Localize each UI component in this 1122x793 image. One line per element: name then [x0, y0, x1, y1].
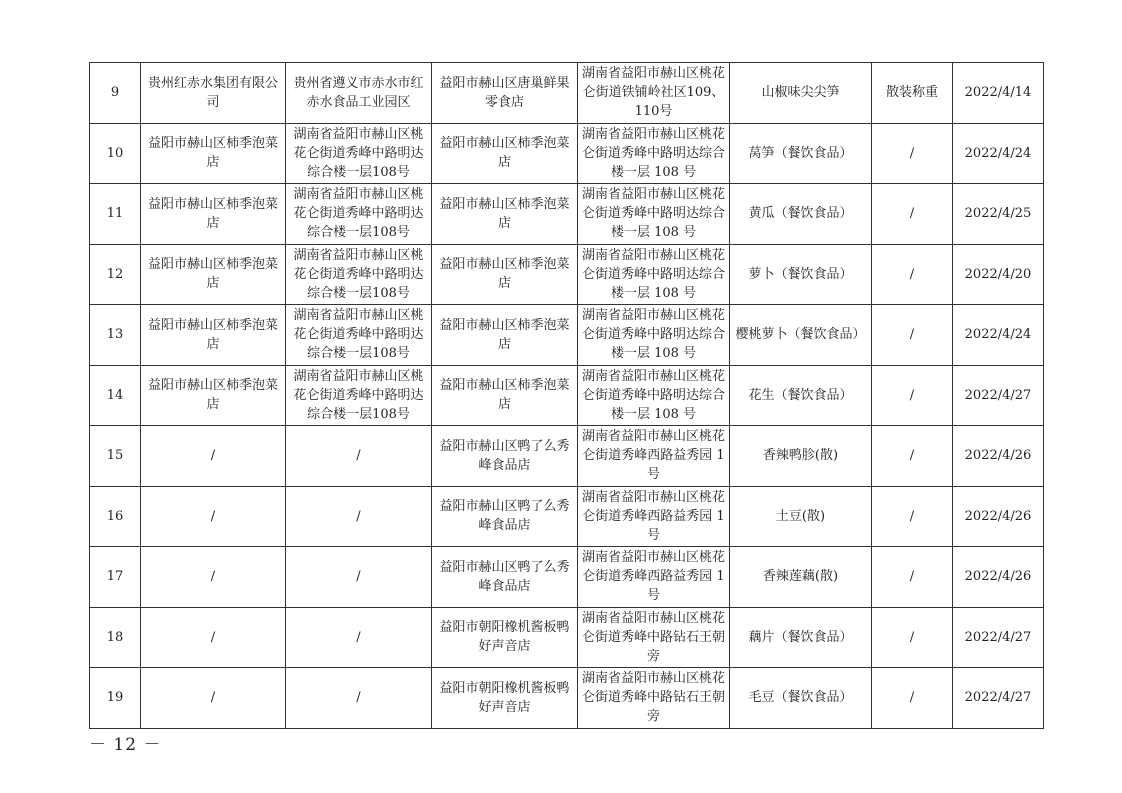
producer-name-cell: [141, 668, 286, 729]
producer-name-cell-text: 益阳市赫山区柿季泡菜店: [147, 378, 278, 413]
seller-address-cell: [578, 184, 730, 245]
table-row: [90, 63, 1044, 124]
seller-address-cell: [578, 63, 730, 124]
production-date-cell-text: 2022/4/25: [964, 206, 1032, 222]
specification-cell-text: /: [909, 145, 915, 161]
row-number-cell-text: 11: [106, 206, 124, 222]
seller-address-cell-text: 湖南省益阳市赫山区桃花仑街道秀峰西路益秀园 1 号: [582, 550, 726, 604]
row-number-cell: [90, 486, 141, 547]
producer-name-cell-text: /: [210, 569, 216, 585]
production-date-cell-text: 2022/4/20: [964, 266, 1032, 282]
food-name-cell-text: 樱桃萝卜（餐饮食品）: [735, 327, 866, 343]
specification-cell-text: /: [909, 206, 915, 222]
seller-name-cell-text: 益阳市朝阳橡机酱板鸭好声音店: [439, 680, 570, 715]
production-date-cell: [953, 63, 1044, 124]
producer-address-cell-text: 湖南省益阳市赫山区桃花仑街道秀峰中路明达综合楼一层108号: [293, 126, 424, 180]
seller-name-cell: [432, 607, 578, 668]
production-date-cell-text: 2022/4/24: [964, 145, 1032, 161]
production-date-cell-text: 2022/4/27: [964, 629, 1032, 645]
food-name-cell-text: 山椒味尖尖笋: [761, 85, 840, 101]
seller-name-cell: [432, 365, 578, 426]
producer-address-cell: [286, 607, 432, 668]
production-date-cell: [953, 123, 1044, 184]
specification-cell-text: /: [909, 327, 915, 343]
seller-address-cell: [578, 244, 730, 305]
food-name-cell: [730, 123, 872, 184]
table-row: [90, 184, 1044, 245]
seller-address-cell: [578, 305, 730, 366]
producer-address-cell-text: 贵州省遵义市赤水市红赤水食品工业园区: [293, 75, 424, 110]
producer-address-cell-text: /: [356, 448, 361, 464]
food-name-cell: [730, 668, 872, 729]
production-date-cell: [953, 244, 1044, 305]
seller-address-cell: [578, 365, 730, 426]
specification-cell-text: /: [909, 508, 915, 524]
seller-name-cell-text: 益阳市赫山区鸭了么秀峰食品店: [439, 499, 570, 534]
seller-address-cell-text: 湖南省益阳市赫山区桃花仑街道秀峰西路益秀园 1 号: [582, 429, 726, 483]
seller-address-cell-text: 湖南省益阳市赫山区桃花仑街道秀峰中路明达综合楼一层 108 号: [582, 368, 726, 422]
production-date-cell-text: 2022/4/26: [964, 569, 1032, 585]
seller-address-cell-text: 湖南省益阳市赫山区桃花仑街道秀峰中路钻石王朝旁: [582, 671, 726, 725]
producer-address-cell: [286, 63, 432, 124]
production-date-cell: [953, 607, 1044, 668]
row-number-cell: [90, 426, 141, 487]
table-row: [90, 123, 1044, 184]
table-row: [90, 607, 1044, 668]
specification-cell: [872, 365, 953, 426]
producer-name-cell: [141, 607, 286, 668]
food-name-cell-text: 毛豆（餐饮食品）: [748, 690, 853, 706]
specification-cell: [872, 426, 953, 487]
producer-name-cell-text: /: [210, 508, 216, 524]
producer-address-cell: [286, 123, 432, 184]
production-date-cell-text: 2022/4/26: [964, 448, 1032, 464]
row-number-cell-text: 17: [106, 569, 124, 585]
specification-cell: [872, 547, 953, 608]
specification-cell-text: /: [909, 690, 915, 706]
specification-cell: [872, 63, 953, 124]
specification-cell: [872, 244, 953, 305]
production-date-cell-text: 2022/4/27: [964, 690, 1032, 706]
production-date-cell: [953, 305, 1044, 366]
food-name-cell-text: 花生（餐饮食品）: [748, 387, 853, 403]
producer-address-cell: [286, 486, 432, 547]
producer-name-cell-text: 贵州红赤水集团有限公司: [147, 75, 278, 110]
table-row: [90, 305, 1044, 366]
seller-name-cell: [432, 426, 578, 487]
specification-cell-text: /: [909, 569, 915, 585]
table-body: [90, 63, 1044, 729]
row-number-cell-text: 18: [106, 629, 124, 645]
producer-name-cell-text: 益阳市赫山区柿季泡菜店: [147, 257, 278, 292]
producer-address-cell: [286, 305, 432, 366]
producer-address-cell-text: /: [356, 569, 361, 585]
producer-name-cell: [141, 184, 286, 245]
producer-address-cell: [286, 426, 432, 487]
producer-name-cell-text: 益阳市赫山区柿季泡菜店: [147, 196, 278, 231]
production-date-cell-text: 2022/4/24: [964, 327, 1032, 343]
food-name-cell-text: 黄瓜（餐饮食品）: [748, 206, 853, 222]
seller-name-cell-text: 益阳市赫山区柿季泡菜店: [439, 196, 570, 231]
specification-cell-text: 散装称重: [885, 85, 938, 101]
producer-address-cell: [286, 668, 432, 729]
specification-cell: [872, 486, 953, 547]
seller-name-cell-text: 益阳市赫山区鸭了么秀峰食品店: [439, 559, 570, 594]
seller-address-cell-text: 湖南省益阳市赫山区桃花仑街道铁铺岭社区109、110号: [582, 66, 726, 120]
row-number-cell-text: 14: [106, 387, 124, 403]
food-name-cell-text: 香辣莲藕(散): [762, 569, 839, 585]
row-number-cell: [90, 607, 141, 668]
table-row: [90, 486, 1044, 547]
food-name-cell: [730, 426, 872, 487]
row-number-cell-text: 15: [106, 448, 124, 464]
row-number-cell-text: 19: [106, 690, 124, 706]
row-number-cell-text: 16: [106, 508, 124, 524]
food-name-cell-text: 藕片（餐饮食品）: [748, 629, 853, 645]
production-date-cell: [953, 668, 1044, 729]
seller-name-cell-text: 益阳市赫山区柿季泡菜店: [439, 378, 570, 413]
seller-name-cell: [432, 547, 578, 608]
row-number-cell: [90, 668, 141, 729]
food-name-cell-text: 香辣鸭胗(散): [762, 448, 839, 464]
seller-name-cell-text: 益阳市赫山区柿季泡菜店: [439, 317, 570, 352]
specification-cell-text: /: [909, 387, 915, 403]
seller-name-cell: [432, 486, 578, 547]
seller-address-cell: [578, 426, 730, 487]
producer-name-cell: [141, 365, 286, 426]
seller-name-cell-text: 益阳市朝阳橡机酱板鸭好声音店: [439, 620, 570, 655]
seller-address-cell-text: 湖南省益阳市赫山区桃花仑街道秀峰中路明达综合楼一层 108 号: [582, 247, 726, 301]
seller-name-cell-text: 益阳市赫山区柿季泡菜店: [439, 136, 570, 171]
seller-name-cell-text: 益阳市赫山区柿季泡菜店: [439, 257, 570, 292]
row-number-cell: [90, 244, 141, 305]
production-date-cell: [953, 365, 1044, 426]
production-date-cell: [953, 426, 1044, 487]
production-date-cell-text: 2022/4/26: [964, 508, 1032, 524]
seller-name-cell: [432, 184, 578, 245]
producer-name-cell: [141, 63, 286, 124]
page-number: － 12 －: [89, 735, 162, 755]
producer-address-cell-text: 湖南省益阳市赫山区桃花仑街道秀峰中路明达综合楼一层108号: [293, 308, 424, 362]
seller-name-cell: [432, 63, 578, 124]
table-row: [90, 365, 1044, 426]
seller-address-cell: [578, 486, 730, 547]
producer-address-cell: [286, 184, 432, 245]
producer-address-cell-text: 湖南省益阳市赫山区桃花仑街道秀峰中路明达综合楼一层108号: [293, 187, 424, 241]
production-date-cell: [953, 486, 1044, 547]
specification-cell: [872, 184, 953, 245]
producer-name-cell: [141, 244, 286, 305]
specification-cell: [872, 607, 953, 668]
producer-name-cell-text: /: [210, 629, 216, 645]
row-number-cell-text: 10: [106, 145, 124, 161]
specification-cell-text: /: [909, 629, 915, 645]
row-number-cell-text: 9: [110, 85, 120, 101]
table-row: [90, 547, 1044, 608]
row-number-cell: [90, 365, 141, 426]
producer-address-cell: [286, 365, 432, 426]
food-name-cell: [730, 607, 872, 668]
producer-name-cell: [141, 305, 286, 366]
row-number-cell-text: 12: [106, 266, 124, 282]
producer-name-cell: [141, 123, 286, 184]
food-name-cell: [730, 63, 872, 124]
specification-cell: [872, 668, 953, 729]
seller-name-cell-text: 益阳市赫山区唐巢鲜果零食店: [439, 75, 570, 110]
specification-cell-text: /: [909, 266, 915, 282]
seller-address-cell: [578, 123, 730, 184]
food-name-cell: [730, 486, 872, 547]
specification-cell: [872, 123, 953, 184]
food-name-cell: [730, 244, 872, 305]
producer-address-cell-text: /: [356, 629, 361, 645]
producer-address-cell: [286, 547, 432, 608]
producer-address-cell-text: /: [356, 690, 361, 706]
production-date-cell-text: 2022/4/14: [964, 85, 1032, 101]
production-date-cell: [953, 184, 1044, 245]
seller-address-cell: [578, 668, 730, 729]
production-date-cell-text: 2022/4/27: [964, 387, 1032, 403]
food-name-cell-text: 莴笋（餐饮食品）: [748, 145, 853, 161]
producer-address-cell: [286, 244, 432, 305]
seller-address-cell-text: 湖南省益阳市赫山区桃花仑街道秀峰西路益秀园 1 号: [582, 489, 726, 543]
row-number-cell: [90, 547, 141, 608]
producer-name-cell-text: 益阳市赫山区柿季泡菜店: [147, 317, 278, 352]
producer-name-cell-text: /: [210, 690, 216, 706]
food-name-cell: [730, 305, 872, 366]
producer-address-cell-text: /: [356, 508, 361, 524]
food-name-cell-text: 土豆(散): [775, 508, 826, 524]
seller-address-cell-text: 湖南省益阳市赫山区桃花仑街道秀峰中路明达综合楼一层 108 号: [582, 308, 726, 362]
seller-name-cell: [432, 123, 578, 184]
food-name-cell: [730, 547, 872, 608]
table-row: [90, 244, 1044, 305]
row-number-cell: [90, 305, 141, 366]
seller-name-cell: [432, 668, 578, 729]
producer-name-cell: [141, 547, 286, 608]
sample-table: [89, 62, 1044, 729]
producer-address-cell-text: 湖南省益阳市赫山区桃花仑街道秀峰中路明达综合楼一层108号: [293, 247, 424, 301]
production-date-cell: [953, 547, 1044, 608]
food-name-cell: [730, 184, 872, 245]
row-number-cell: [90, 184, 141, 245]
producer-name-cell-text: /: [210, 448, 216, 464]
food-name-cell-text: 萝卜（餐饮食品）: [748, 266, 853, 282]
row-number-cell-text: 13: [106, 327, 124, 343]
seller-address-cell: [578, 607, 730, 668]
table-row: [90, 668, 1044, 729]
seller-address-cell-text: 湖南省益阳市赫山区桃花仑街道秀峰中路明达综合楼一层 108 号: [582, 187, 726, 241]
table-row: [90, 426, 1044, 487]
specification-cell-text: /: [909, 448, 915, 464]
food-name-cell: [730, 365, 872, 426]
row-number-cell: [90, 63, 141, 124]
producer-address-cell-text: 湖南省益阳市赫山区桃花仑街道秀峰中路明达综合楼一层108号: [293, 368, 424, 422]
seller-name-cell: [432, 244, 578, 305]
specification-cell: [872, 305, 953, 366]
producer-name-cell: [141, 426, 286, 487]
seller-address-cell-text: 湖南省益阳市赫山区桃花仑街道秀峰中路明达综合楼一层 108 号: [582, 126, 726, 180]
producer-name-cell: [141, 486, 286, 547]
seller-address-cell-text: 湖南省益阳市赫山区桃花仑街道秀峰中路钻石王朝旁: [582, 610, 726, 664]
producer-name-cell-text: 益阳市赫山区柿季泡菜店: [147, 136, 278, 171]
seller-name-cell: [432, 305, 578, 366]
seller-name-cell-text: 益阳市赫山区鸭了么秀峰食品店: [439, 438, 570, 473]
seller-address-cell: [578, 547, 730, 608]
row-number-cell: [90, 123, 141, 184]
